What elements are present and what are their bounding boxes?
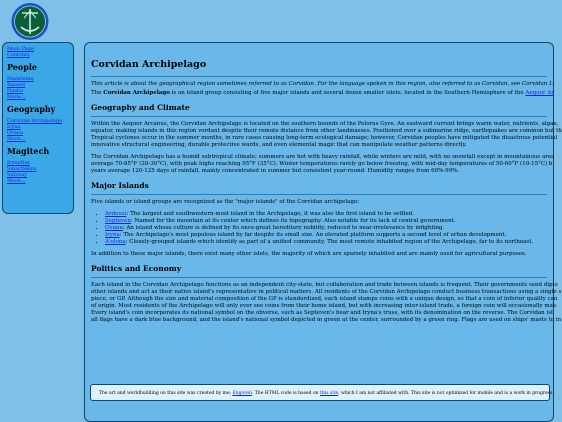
- island-link-septeven[interactable]: Septeven: [105, 218, 131, 224]
- island-link-ardeusi[interactable]: Ardeusi: [105, 211, 127, 217]
- sidebar-link-smartskins[interactable]: SmartSkins: [7, 166, 37, 172]
- island-link-ovana[interactable]: Ovana: [105, 225, 123, 231]
- sidebar-heading-geography: Geography: [7, 104, 56, 114]
- sidebar-link-contents[interactable]: Contents: [7, 52, 30, 58]
- sidebar-link-iryna[interactable]: Iryna: [7, 124, 21, 130]
- sidebar-link-irynanet[interactable]: IrynaNet: [7, 160, 30, 166]
- footer-author-link[interactable]: Engoreli: [232, 391, 252, 396]
- section-divider: [91, 277, 547, 278]
- section-heading-geography: Geography and Climate: [91, 103, 190, 112]
- section-divider: [91, 194, 547, 195]
- list-item: • Iryna: The Archipelago's most populous island by far despite its small size. An elevated platform supports a second level of urban development.: [105, 232, 547, 239]
- sidebar-link-ovana[interactable]: Ovana: [7, 130, 24, 136]
- politics-paragraph: Each island in the Corvidan Archipelago functions as an independent city-state, but collaboration and trade between islands is frequent. Their governments send diplo other islands and act as their native island's representative in political matters. All residents of the Corvidan Archipelago conduct business transactions using a single s piece, or GP. Although the size and material composition of the GP is standardized, each island stamps coins with a unique design, so that a coin of inferior quality can of origin. Most residents of the Archipelago will only ever see coins from their home island, but with increasing inter-island trade, a foreign coin will occasionally mak Every island's coin incorporates its national symbol on the obverse, such as Septeven's bear and Iryna's truss, with its denomination on the reverse. The Corvidan isl all flags have a dark blue background, and the island's national symbol depicted in green at the center, surrounded by a green ring. Flags are used on ships' masts to in: [91, 282, 562, 323]
- list-item: • A'olona: Closely-grouped islands which identify as part of a unified community. The most remote inhabited region of the Archipelago, far to its northeast.: [105, 239, 547, 246]
- article-panel: [84, 42, 562, 422]
- sidebar-link-nasku[interactable]: Nasku: [7, 88, 24, 94]
- sidebar-link-main-page[interactable]: Main Page: [7, 46, 34, 52]
- islands-outro: In addition to these major islands, there exist many other islets, the majority of which are sparsely inhabited and are mainly used for agricultural purposes.: [91, 251, 527, 257]
- climate-paragraph: The Corvidan Archipelago has a humid subtropical climate; summers are hot with heavy rainfall, while winters are mild, with no snowfall except in mountainous area average 70-85°F (20-30°C), with peak highs reaching 95°F (35°C). Winter temperatures rarely go below freezing, with mid-day temperatures of 50-60°F (10-15°C) b years average 120-125 days of rainfall, mainly concentrated in summer but consistent year-round. Humidity ranges from 60%-99%.: [91, 154, 555, 174]
- intro-bold-term: Corvidan Archipelago: [103, 90, 170, 96]
- aequor-arcanus-link[interactable]: Aequor Ar: [525, 90, 554, 96]
- section-heading-major-islands: Major Islands: [91, 181, 149, 190]
- sidebar-heading-people: People: [7, 62, 37, 72]
- sidebar-heading-magitech: Magitech: [7, 146, 50, 156]
- intro-paragraph: The Corvidan Archipelago is an island group consisting of five major islands and several dozen smaller islets, located in the Southern Hemisphere of the Aequor Ar: [91, 90, 554, 96]
- island-link-aolona[interactable]: A'olona: [105, 239, 126, 245]
- sidebar-link-magitech-more[interactable]: More...: [7, 178, 26, 184]
- page-title: Corvidan Archipelago: [91, 59, 207, 70]
- sidebar-link-people-more[interactable]: More...: [7, 94, 26, 100]
- sidebar-link-ranuet[interactable]: Ranuet: [7, 82, 26, 88]
- islands-intro: Five islands or island groups are recognized as the "major islands" of the Corvidan archipelago:: [91, 199, 360, 205]
- list-item: • Ardeusi: The largest and southwestern-most island in the Archipelago, it was also the first island to be settled.: [105, 211, 547, 218]
- sidebar-link-corvidan-archipelago[interactable]: Corvidan Archipelago: [7, 118, 63, 124]
- sidebar-link-geography-more[interactable]: More...: [7, 136, 26, 142]
- islands-list: [91, 211, 547, 246]
- footer-source-link[interactable]: this site: [320, 391, 339, 396]
- site-logo-icon[interactable]: [4, 2, 56, 41]
- section-heading-politics: Politics and Economy: [91, 264, 182, 273]
- title-divider: [91, 76, 547, 77]
- hatnote: This article is about the geographical region sometimes referred to as Corvidan. For the language spoken in this region, also referred to as Corvidan, see Corvidan L: [91, 81, 553, 87]
- sidebar-link-madeleine[interactable]: Madeleine: [7, 76, 34, 82]
- list-item: • Ovana: An island whose culture is defined by its once-great hereditary nobility, reduced to near-irrelevance by infighting.: [105, 225, 547, 232]
- site-footer: The art and worldbuilding on this site was created by me, Engoreli. The HTML code is based on this site, which I am not affiliated with. This site is not optimized for mobile and is a work in progress.: [90, 384, 550, 401]
- section-divider: [91, 116, 547, 117]
- sidebar-link-subway[interactable]: Subway: [7, 172, 27, 178]
- sidebar: [2, 42, 74, 214]
- list-item: • Septeven: Named for the mountain at its center which defines its topography. Also notable for its lack of central government.: [105, 218, 547, 225]
- geography-paragraph: Within the Aequor Arcanus, the Corvidan Archipelago is located on the southern bounds of the Pelorus Gyre. An eastward current brings warm water, nutrients, algae, equator, making islands in this region verdant despite their remote distance from other landmasses. Positioned over a submarine ridge, earthquakes are common but th Tropical cyclones occur in the summer months, in rare cases causing long-term ecological damage; however, Corvidan peoples have mitigated the disastrous potential innovative structural engineering, durable protective wards, and even elemental magic that can manipulate weather patterns directly.: [91, 121, 562, 148]
- island-link-iryna[interactable]: Iryna: [105, 232, 120, 238]
